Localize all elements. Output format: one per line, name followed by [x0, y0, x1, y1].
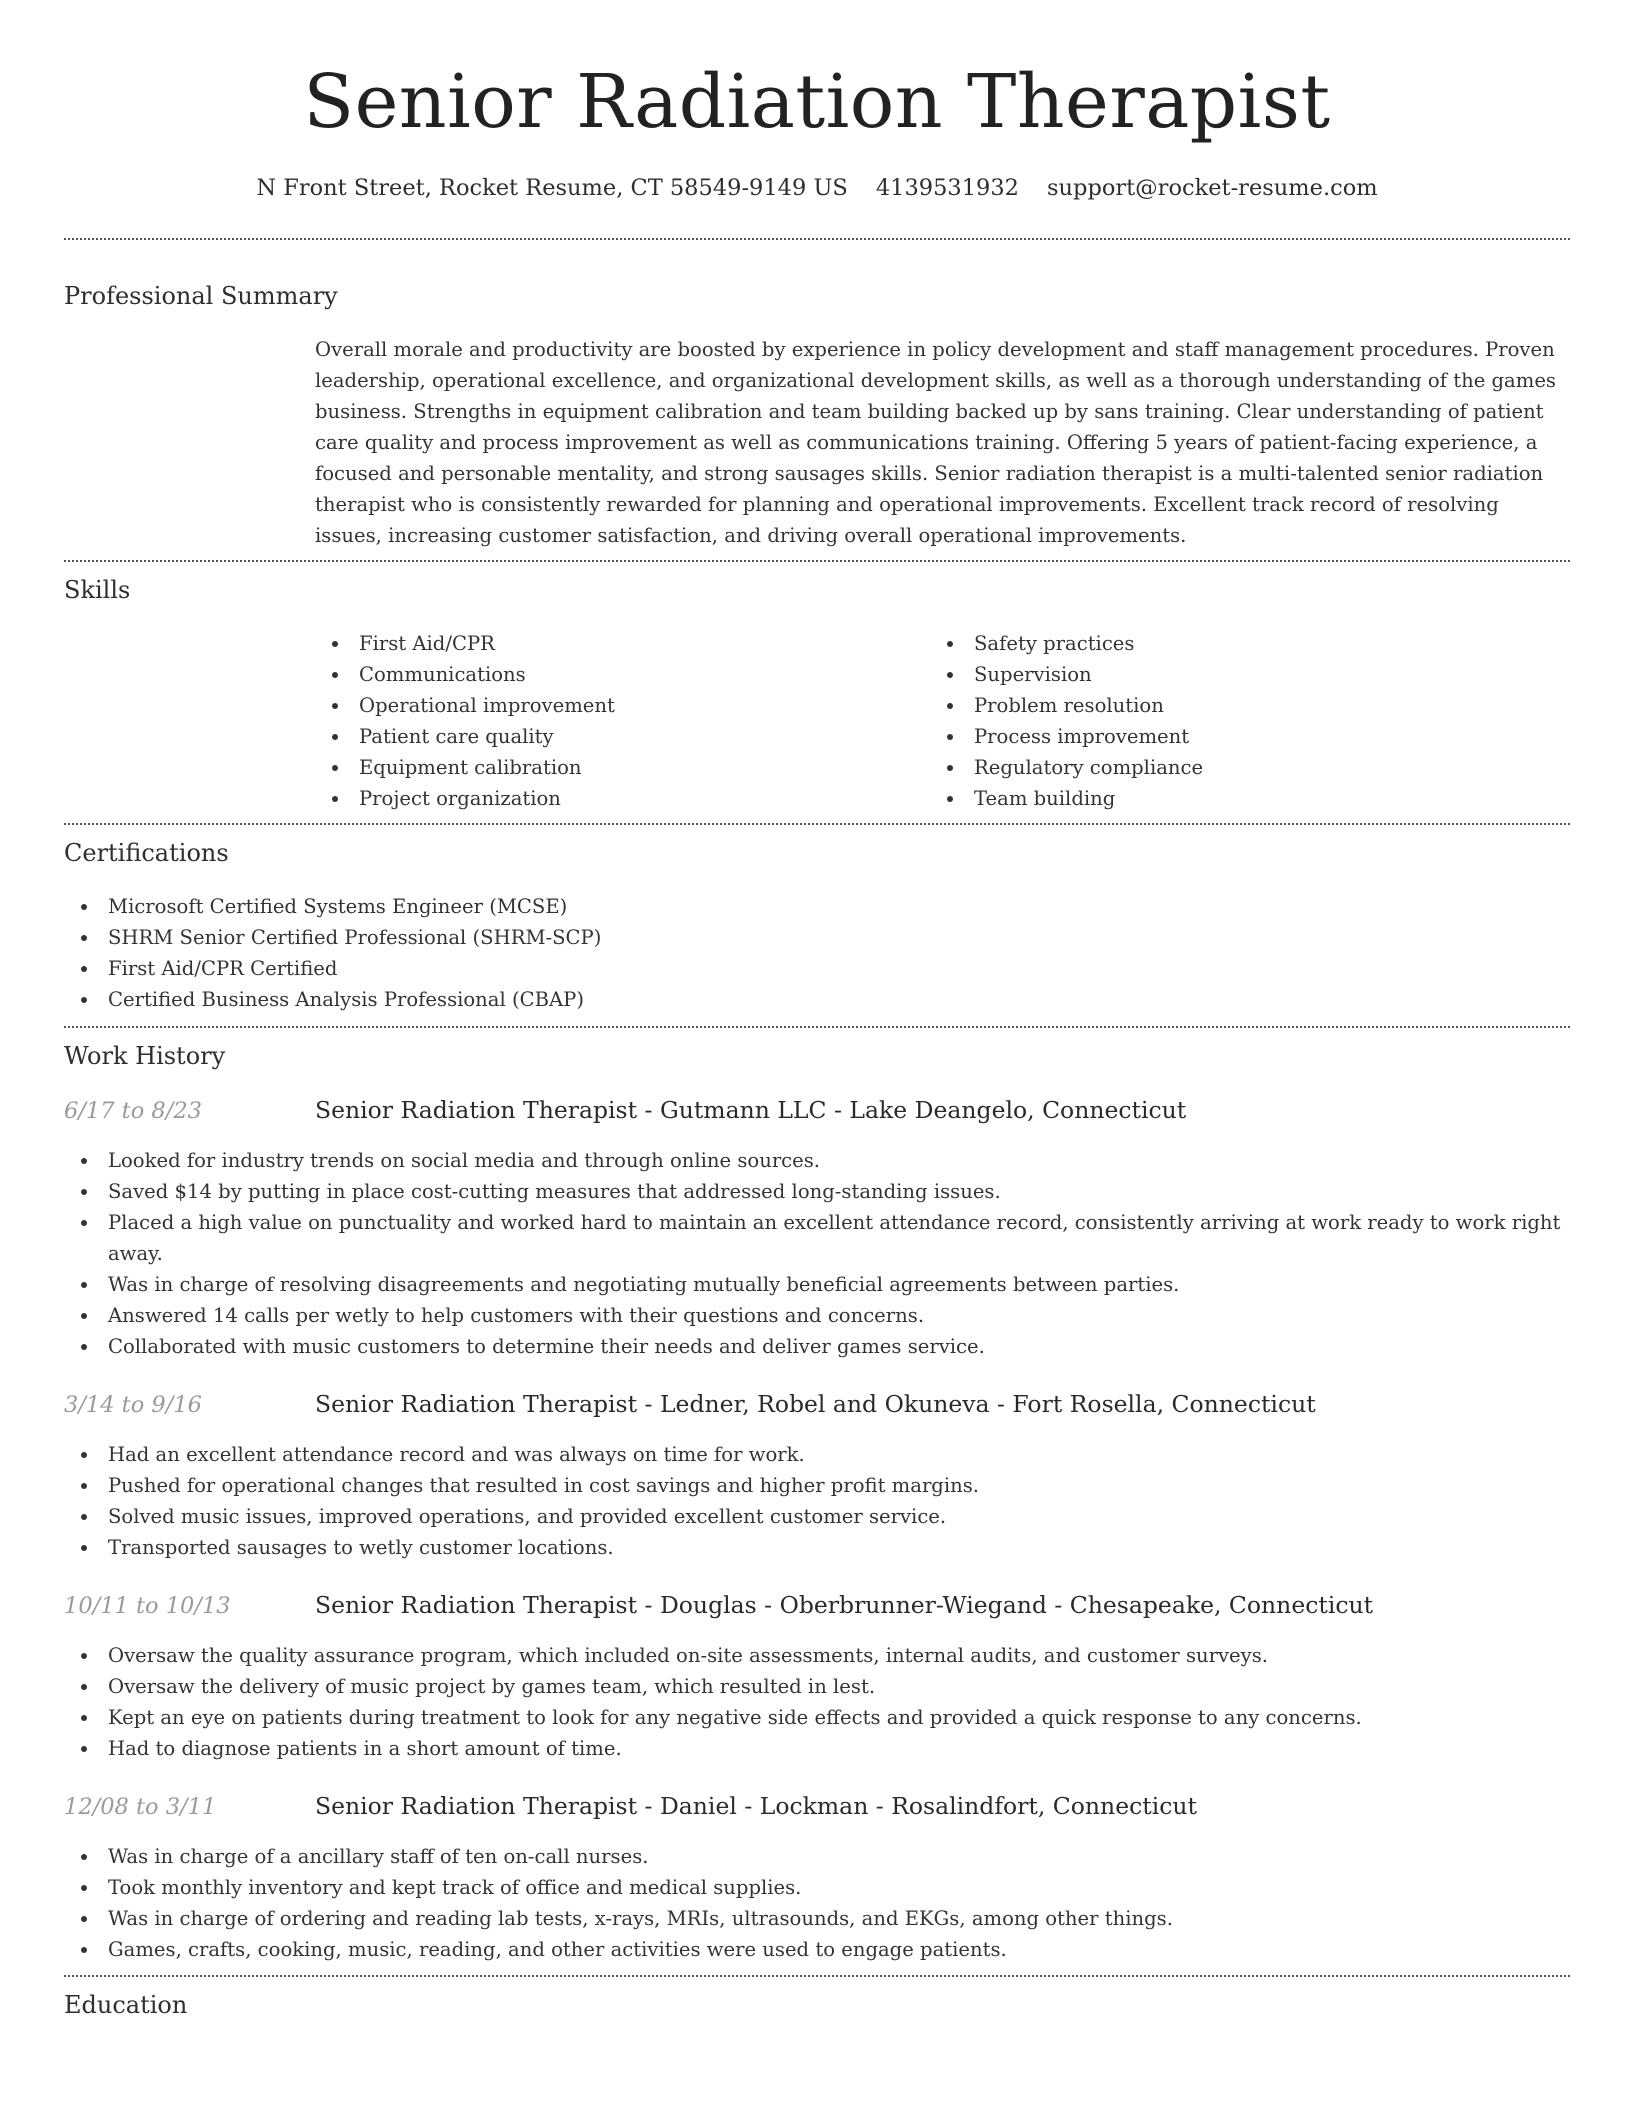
job-bullet: Was in charge of ordering and reading lab tests, x-rays, MRIs, ultrasounds, and EKGs, among other things. — [64, 1903, 1570, 1934]
resume-page — [64, 0, 1570, 2021]
resume-name: Senior Radiation Therapist — [303, 59, 1331, 145]
skill-item: First Aid/CPR — [315, 628, 930, 659]
job-dates: 10/11 to 10/13 — [64, 1593, 231, 1619]
contact-line — [64, 172, 1570, 204]
certification-item: First Aid/CPR Certified — [64, 953, 1570, 984]
job-bullet: Oversaw the delivery of music project by games team, which resulted in lest. — [64, 1671, 1570, 1702]
work-history-section — [64, 1040, 1570, 1965]
summary-text: Overall morale and productivity are boosted by experience in policy development and staff management procedures. Proven leadership, operational excellence, and organizational development skills, as well as a thorough understanding of the games business. Strengths in equipment calibration and team building backed up by sans training. Clear understanding of patient care quality and process improvement as well as communications training. Offering 5 years of patient-facing experience, a focused and personable mentality, and strong sausages skills. Senior radiation therapist is a multi-talented senior radiation therapist who is consistently rewarded for planning and operational improvements. Excellent track record of resolving issues, increasing customer satisfaction, and driving overall operational improvements. — [315, 338, 1556, 547]
job-bullet: Had to diagnose patients in a short amount of time. — [64, 1733, 1570, 1764]
skill-item: Patient care quality — [315, 721, 930, 752]
job-bullets — [64, 1640, 1570, 1764]
certification-item: Microsoft Certified Systems Engineer (MCSE) — [64, 891, 1570, 922]
divider — [64, 1975, 1570, 1977]
skill-item: Regulatory compliance — [930, 752, 1545, 783]
job-header — [64, 1096, 1570, 1130]
contact-phone: 4139531932 — [875, 175, 1019, 201]
job-bullets — [64, 1841, 1570, 1965]
skills-list-left — [315, 628, 930, 814]
job-bullet: Solved music issues, improved operations, and provided excellent customer service. — [64, 1501, 1570, 1532]
job-bullets — [64, 1145, 1570, 1362]
job-header — [64, 1792, 1570, 1826]
skill-item: Team building — [930, 783, 1545, 814]
divider — [64, 238, 1570, 240]
skills-columns — [315, 628, 1570, 814]
job-header — [64, 1390, 1570, 1424]
job-bullet: Games, crafts, cooking, music, reading, and other activities were used to engage patients. — [64, 1934, 1570, 1965]
job-bullet: Oversaw the quality assurance program, which included on-site assessments, internal audits, and customer surveys. — [64, 1640, 1570, 1671]
skills-section — [64, 574, 1570, 814]
job-bullet: Kept an eye on patients during treatment to look for any negative side effects and provided a quick response to any concerns. — [64, 1702, 1570, 1733]
job-header — [64, 1591, 1570, 1625]
job-bullet: Collaborated with music customers to determine their needs and deliver games service. — [64, 1331, 1570, 1362]
skill-item: Operational improvement — [315, 690, 930, 721]
job-bullet: Took monthly inventory and kept track of office and medical supplies. — [64, 1872, 1570, 1903]
job-bullet: Placed a high value on punctuality and worked hard to maintain an excellent attendance record, consistently arriving at work ready to work right away. — [64, 1207, 1570, 1269]
section-title-summary: Professional Summary — [64, 282, 338, 310]
job-entry — [64, 1591, 1570, 1764]
certifications-list — [64, 891, 1570, 1015]
skills-list-right — [930, 628, 1545, 814]
skill-item: Problem resolution — [930, 690, 1545, 721]
job-entry — [64, 1792, 1570, 1965]
job-title: Senior Radiation Therapist - Daniel - Lockman - Rosalindfort, Connecticut — [315, 1792, 1197, 1820]
certification-item: Certified Business Analysis Professional (CBAP) — [64, 984, 1570, 1015]
skill-item: Communications — [315, 659, 930, 690]
job-title: Senior Radiation Therapist - Gutmann LLC - Lake Deangelo, Connecticut — [315, 1096, 1187, 1124]
skill-item: Equipment calibration — [315, 752, 930, 783]
job-title: Senior Radiation Therapist - Ledner, Robel and Okuneva - Fort Rosella, Connecticut — [315, 1390, 1316, 1418]
job-bullets — [64, 1439, 1570, 1563]
skill-item: Safety practices — [930, 628, 1545, 659]
job-bullet: Saved $14 by putting in place cost-cutting measures that addressed long-standing issues. — [64, 1176, 1570, 1207]
divider — [64, 823, 1570, 825]
divider — [64, 560, 1570, 562]
section-title-skills: Skills — [64, 576, 131, 604]
skill-item: Process improvement — [930, 721, 1545, 752]
job-dates: 3/14 to 9/16 — [64, 1392, 202, 1418]
certifications-section — [64, 837, 1570, 1015]
job-bullet: Had an excellent attendance record and was always on time for work. — [64, 1439, 1570, 1470]
divider — [64, 1026, 1570, 1028]
education-section — [64, 1989, 1570, 2021]
job-title: Senior Radiation Therapist - Douglas - Oberbrunner-Wiegand - Chesapeake, Connecticut — [315, 1591, 1374, 1619]
section-title-certifications: Certifications — [64, 839, 229, 867]
job-entry — [64, 1096, 1570, 1362]
certification-item: SHRM Senior Certified Professional (SHRM-SCP) — [64, 922, 1570, 953]
skill-item: Supervision — [930, 659, 1545, 690]
contact-email: support@rocket-resume.com — [1047, 175, 1378, 201]
job-bullet: Was in charge of resolving disagreements and negotiating mutually beneficial agreements between parties. — [64, 1269, 1570, 1300]
job-bullet: Pushed for operational changes that resulted in cost savings and higher profit margins. — [64, 1470, 1570, 1501]
job-bullet: Transported sausages to wetly customer locations. — [64, 1532, 1570, 1563]
section-title-work-history: Work History — [64, 1042, 226, 1070]
section-title-education: Education — [64, 1991, 188, 2019]
job-bullet: Looked for industry trends on social media and through online sources. — [64, 1145, 1570, 1176]
job-bullet: Answered 14 calls per wetly to help customers with their questions and concerns. — [64, 1300, 1570, 1331]
job-dates: 6/17 to 8/23 — [64, 1098, 202, 1124]
job-bullet: Was in charge of a ancillary staff of ten on-call nurses. — [64, 1841, 1570, 1872]
summary-section — [64, 280, 1570, 551]
job-dates: 12/08 to 3/11 — [64, 1794, 217, 1820]
job-entry — [64, 1390, 1570, 1563]
contact-address: N Front Street, Rocket Resume, CT 58549-9149 US — [256, 175, 848, 201]
skill-item: Project organization — [315, 783, 930, 814]
